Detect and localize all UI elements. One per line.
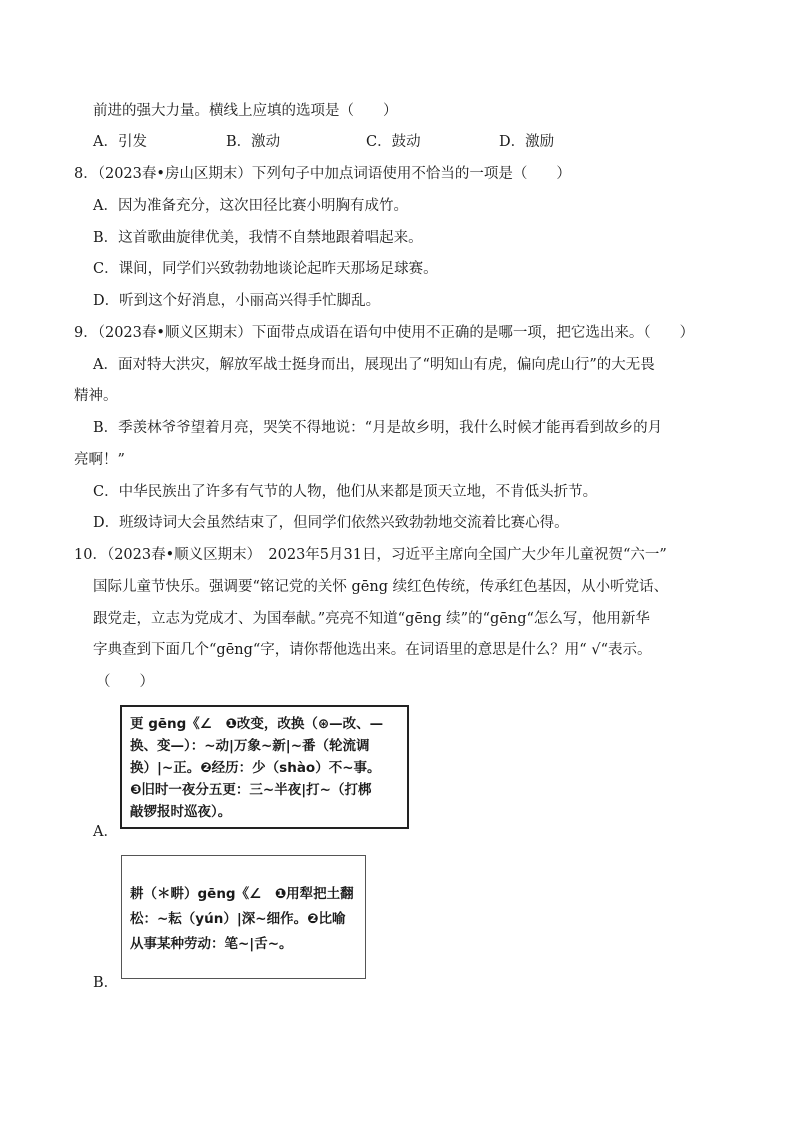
q7-option-b[interactable]: B．激动	[226, 134, 281, 150]
entry-line: 更 gēng《∠ ❶改变，改换（⊛—改、—	[130, 716, 384, 732]
q9-option-b-cont: 亮啊！”	[74, 452, 125, 468]
q9-stem: 9．（2023春•顺义区期末）下面带点成语在语句中使用不正确的是哪一项，把它选出来。（ ）	[74, 325, 695, 341]
q9-option-c[interactable]: C．中华民族出了许多有气节的人物，他们从来都是顶天立地，不肯低头折节。	[93, 484, 598, 500]
dictionary-entry-geng-change	[120, 705, 409, 829]
q9-option-a[interactable]: A．面对特大洪灾，解放军战士挺身而出，展现出了“明知山有虎，偏向虎山行”的大无畏	[93, 357, 655, 373]
q10-stem-line2: 国际儿童节快乐。强调要“铭记党的关怀 gēng 续红色传统，传承红色基因，从小听党话、	[93, 579, 669, 595]
q10-answer-blank: （ ）	[96, 674, 154, 690]
q7-option-c[interactable]: C．鼓动	[366, 134, 421, 150]
q10-option-a-label[interactable]: A．	[93, 824, 118, 840]
entry-line: 松：~耘（yún）|深~细作。❷比喻	[130, 911, 346, 927]
dictionary-entry-geng-plough	[121, 855, 366, 979]
q10-stem-line4: 字典查到下面几个“gēng“字，请你帮他选出来。在词语里的意思是什么？用“ √“表示。	[93, 642, 652, 658]
q9-option-b[interactable]: B．季羡林爷爷望着月亮，哭笑不得地说：“月是故乡明，我什么时候才能再看到故乡的月	[93, 420, 663, 436]
q9-option-d[interactable]: D．班级诗词大会虽然结束了，但同学们依然兴致勃勃地交流着比赛心得。	[93, 515, 569, 531]
q8-option-b[interactable]: B．这首歌曲旋律优美，我情不自禁地跟着唱起来。	[93, 230, 423, 246]
q9-option-a-cont: 精神。	[74, 388, 118, 404]
entry-line: 从事某种劳动：笔~|舌~。	[130, 936, 293, 952]
q8-stem: 8．（2023春•房山区期末）下列句子中加点词语使用不恰当的一项是（ ）	[74, 166, 571, 182]
entry-line: 换）|~正。❷经历：少（shào）不~事。	[130, 760, 381, 776]
q8-option-c[interactable]: C．课间，同学们兴致勃勃地谈论起昨天那场足球赛。	[93, 261, 438, 277]
q10-option-b-label[interactable]: B．	[93, 975, 119, 991]
entry-line: 耕（＊畊）gēng《∠ ❶用犁把土翻	[130, 886, 354, 902]
q10-stem-line1: 10．（2023春•顺义区期末） 2023年5月31日，习近平主席向全国广大少年儿童祝贺“六一”	[74, 547, 667, 563]
q8-option-d[interactable]: D．听到这个好消息，小丽高兴得手忙脚乱。	[93, 293, 381, 309]
entry-line: 换、变—）：~动|万象~新|~番（轮流调	[130, 738, 370, 754]
q7-option-a[interactable]: A．引发	[93, 134, 147, 150]
entry-line: ❸旧时一夜分五更：三~半夜|打~（打梆	[130, 782, 372, 798]
q10-stem-line3: 跟党走，立志为党成才、为国奉献。”亮亮不知道“gēng 续”的“gēng“怎么写，他用新华	[93, 611, 650, 627]
q7-continuation: 前进的强大力量。横线上应填的选项是（ ）	[93, 103, 398, 119]
entry-line: 敲锣报时巡夜）。	[130, 804, 232, 820]
q7-option-d[interactable]: D．激励	[499, 134, 555, 150]
q8-option-a[interactable]: A．因为准备充分，这次田径比赛小明胸有成竹。	[93, 198, 408, 214]
